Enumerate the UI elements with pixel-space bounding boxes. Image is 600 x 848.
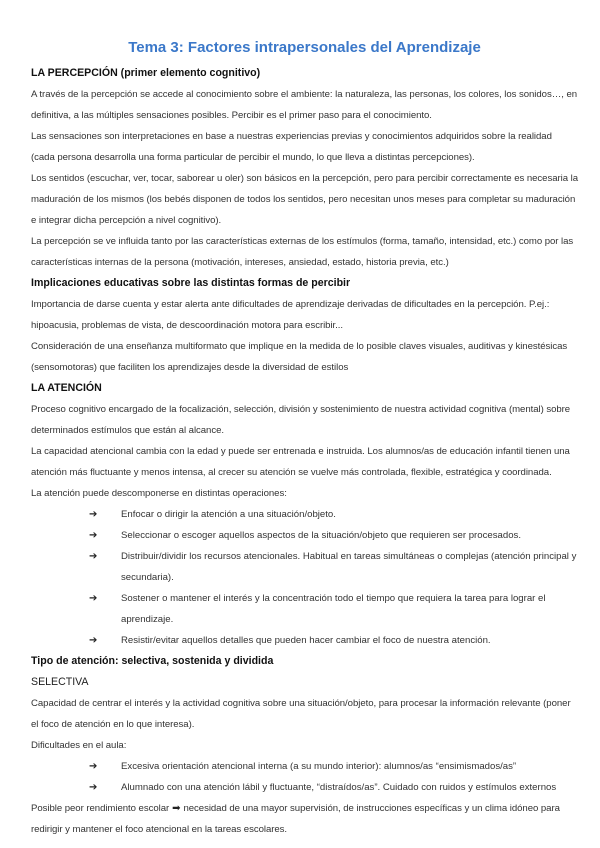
arrow-right-icon: ➔ xyxy=(89,635,98,646)
paragraph: La atención puede descomponerse en distintas operaciones: xyxy=(31,488,287,499)
arrow-right-icon: ➡ xyxy=(172,803,181,814)
heading-percepcion: LA PERCEPCIÓN (primer elemento cognitivo) xyxy=(31,67,261,79)
list-item xyxy=(31,525,578,546)
paragraph: Dificultades en el aula: xyxy=(31,740,127,751)
list-item-text: Excesiva orientación atencional interna (a su mundo interior): alumnos/as “ensimismados/as” xyxy=(121,761,517,772)
list-item-text: Alumnado con una atención lábil y fluctuante, “distraídos/as”. Cuidado con ruidos y estímulos externos xyxy=(121,782,557,793)
page-title: Tema 3: Factores intrapersonales del Aprendizaje xyxy=(128,39,481,56)
list-item-text: Enfocar o dirigir la atención a una situación/objeto. xyxy=(121,509,336,520)
paragraph: Las sensaciones son interpretaciones en base a nuestras experiencias previas y conocimientos adquiridos sobre la realidad (cada persona desarrolla una forma particular de percibir el mundo, lo que lleva a distintas percepciones). xyxy=(31,131,552,163)
list-item xyxy=(31,588,578,630)
list-item xyxy=(31,777,578,798)
list-item-text: Distribuir/dividir los recursos atencionales. Habitual en tareas simultáneas o complejas (atención principal y secundaria). xyxy=(121,551,577,583)
paragraph: La percepción se ve influida tanto por las características externas de los estímulos (forma, tamaño, intensidad, etc.) como por las características internas de la persona (motivación, intereses, ansiedad, estado, historia previa, etc.) xyxy=(31,236,574,268)
paragraph: Capacidad de centrar el interés y la actividad cognitiva sobre una situación/objeto, para procesar la información relevante (poner el foco de atención en lo que interesa). xyxy=(31,698,571,730)
arrow-right-icon: ➔ xyxy=(89,593,98,604)
paragraph xyxy=(31,798,578,840)
paragraph: A través de la percepción se accede al conocimiento sobre el ambiente: la naturaleza, las personas, los colores, los sonidos…, en definitiva, a las múltiples sensaciones posibles. Percibir es el primer paso para el conocimiento. xyxy=(31,89,578,121)
arrow-right-icon: ➔ xyxy=(89,551,98,562)
paragraph: La capacidad atencional cambia con la edad y puede ser entrenada e instruida. Los alumnos/as de educación infantil tienen una atención más fluctuante y menos intensa, al crecer su atención se vuelve más controlada, flexible, estratégica y coordinada. xyxy=(31,446,570,478)
paragraph: Consideración de una enseñanza multiformato que implique en la medida de lo posible claves visuales, auditivas y kinestésicas (sensomotoras) que faciliten los aprendizajes desde la diversidad de estilos xyxy=(31,341,568,373)
list-item xyxy=(31,504,578,525)
list-item-text: Sostener o mantener el interés y la concentración todo el tiempo que requiera la tarea para lograr el aprendizaje. xyxy=(121,593,546,625)
list-item xyxy=(31,756,578,777)
list-item xyxy=(31,546,578,588)
list-item-text: Resistir/evitar aquellos detalles que pueden hacer cambiar el foco de nuestra atención. xyxy=(121,635,491,646)
paragraph: Los sentidos (escuchar, ver, tocar, saborear u oler) son básicos en la percepción, pero para percibir correctamente es necesaria la maduración de los mismos (los bebés disponen de todos los sentidos, pero necesitan unos meses para completar su maduración e integrar dicha percepción a nivel cognitivo). xyxy=(31,173,578,226)
list-item xyxy=(31,630,578,651)
paragraph: Proceso cognitivo encargado de la focalización, selección, división y sostenimiento de nuestra actividad cognitiva (mental) sobre determinados estímulos que están al alcance. xyxy=(31,404,571,436)
heading-implicaciones: Implicaciones educativas sobre las distintas formas de percibir xyxy=(31,277,351,289)
list-item-text: Seleccionar o escoger aquellos aspectos de la situación/objeto que requieren ser procesados. xyxy=(121,530,521,541)
heading-tipos-atencion: Tipo de atención: selectiva, sostenida y dividida xyxy=(31,655,274,667)
arrow-right-icon: ➔ xyxy=(89,530,98,541)
arrow-right-icon: ➔ xyxy=(89,509,98,520)
arrow-right-icon: ➔ xyxy=(89,782,98,793)
subheading-selectiva: SELECTIVA xyxy=(31,676,89,688)
paragraph: Importancia de darse cuenta y estar alerta ante dificultades de aprendizaje derivadas de dificultades en la percepción. P.ej.: hipoacusia, problemas de vista, de descoordinación motora para escribir... xyxy=(31,299,550,331)
paragraph-part: Posible peor rendimiento escolar xyxy=(31,803,170,814)
paragraph-part: necesidad de una mayor supervisión, de instrucciones específicas y un clima idóneo para redirigir y mantener el foco atencional en la tareas escolares. xyxy=(31,803,560,835)
heading-atencion: LA ATENCIÓN xyxy=(31,382,102,394)
arrow-right-icon: ➔ xyxy=(89,761,98,772)
